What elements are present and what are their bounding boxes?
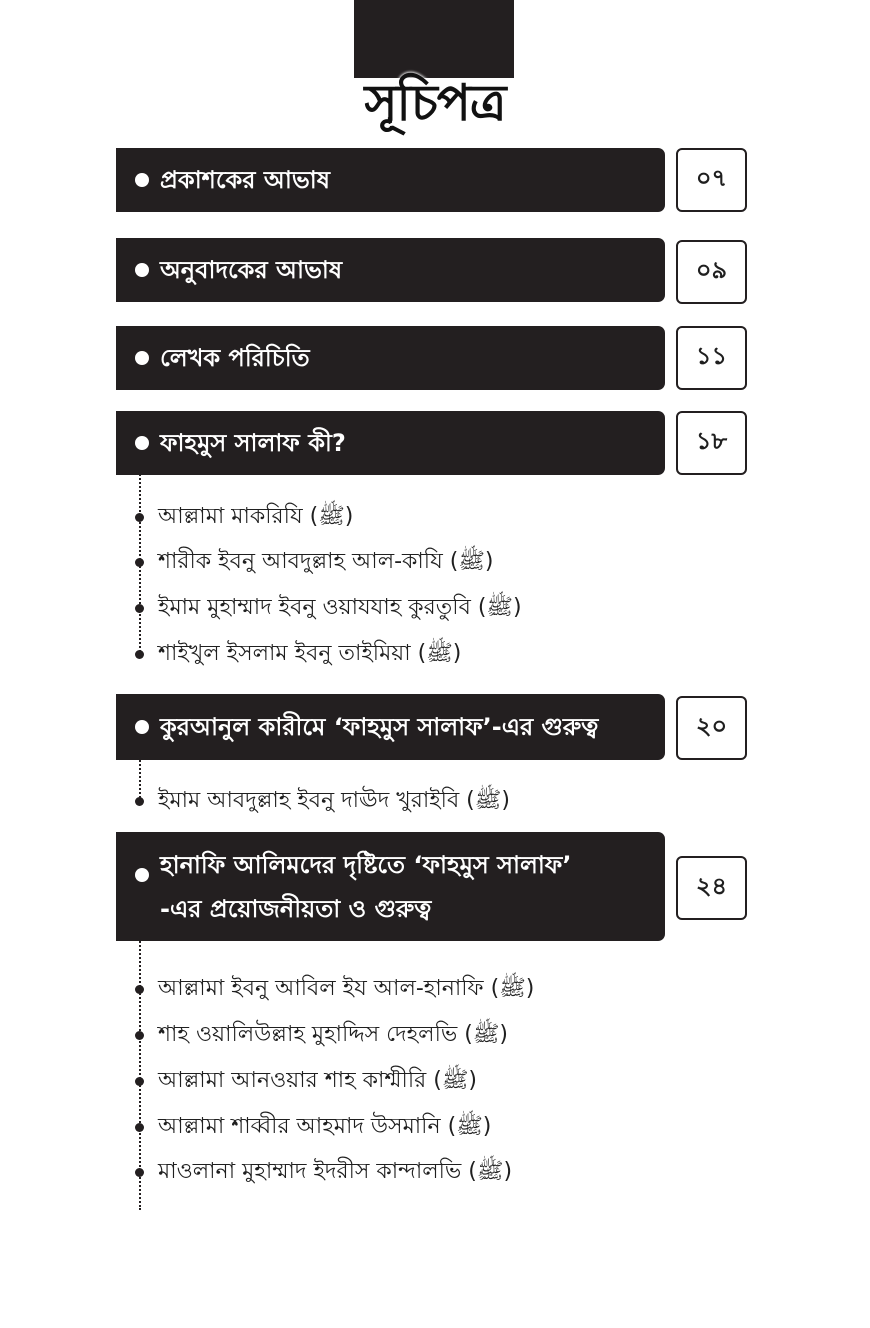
toc-entry-title: লেখক পরিচিতি — [160, 344, 310, 372]
toc-sub-item[interactable]: ইমাম আবদুল্লাহ ইবনু দাঊদ খুরাইবি (ﷺ) — [158, 788, 510, 813]
toc-entry-hanafi-scholars[interactable] — [116, 832, 665, 941]
toc-entry-title-line-1: হানাফি আলিমদের দৃষ্টিতে ‘ফাহমুস সালাফ’ — [160, 850, 572, 879]
bullet-icon — [135, 173, 149, 187]
sub-bullet-icon — [135, 604, 144, 613]
toc-sub-item[interactable]: মাওলানা মুহাম্মাদ ইদরীস কান্দালভি (ﷺ) — [158, 1159, 513, 1184]
toc-sub-item[interactable]: আল্লামা আনওয়ার শাহ কাশ্মীরি (ﷺ) — [158, 1068, 477, 1093]
page-number-box: ০৭ — [676, 148, 747, 212]
toc-sub-item[interactable]: ইমাম মুহাম্মাদ ইবনু ওয়াযযাহ কুরতুবি (ﷺ) — [158, 595, 522, 620]
toc-entry-title-line-2: -এর প্রয়োজনীয়তা ও গুরুত্ব — [160, 894, 432, 923]
dotted-guide-line — [139, 760, 141, 802]
toc-entry-title: ফাহমুস সালাফ কী? — [160, 429, 346, 457]
page-number-box: ২৪ — [676, 856, 747, 920]
sub-bullet-icon — [135, 1168, 144, 1177]
toc-entry-what-is-fahmus-salaf[interactable] — [116, 411, 665, 475]
toc-entry-title: কুরআনুল কারীমে ‘ফাহমুস সালাফ’-এর গুরুত্ব — [160, 713, 599, 741]
bullet-icon — [135, 263, 149, 277]
toc-entry-title: অনুবাদকের আভাষ — [160, 256, 343, 284]
sub-bullet-icon — [135, 1031, 144, 1040]
page-number-box: ১১ — [676, 326, 747, 390]
page-number-box: ২০ — [676, 696, 747, 760]
toc-sub-item[interactable]: শাইখুল ইসলাম ইবনু তাইমিয়া (ﷺ) — [158, 641, 462, 666]
sub-bullet-icon — [135, 797, 144, 806]
toc-sub-item[interactable]: আল্লামা ইবনু আবিল ইয আল-হানাফি (ﷺ) — [158, 976, 535, 1001]
bullet-icon — [135, 436, 149, 450]
sub-bullet-icon — [135, 513, 144, 522]
sub-bullet-icon — [135, 985, 144, 994]
sub-bullet-icon — [135, 650, 144, 659]
page-number-box: ১৮ — [676, 411, 747, 475]
toc-entry-author-intro[interactable] — [116, 326, 665, 390]
toc-sub-item[interactable]: শারীক ইবনু আবদুল্লাহ আল-কাযি (ﷺ) — [158, 549, 494, 574]
toc-entry-quran-importance[interactable] — [116, 694, 665, 760]
toc-entry-publisher-note[interactable] — [116, 148, 665, 212]
toc-entry-translator-note[interactable] — [116, 238, 665, 302]
bullet-icon — [135, 720, 149, 734]
page-title: সূচিপত্র — [364, 74, 506, 132]
sub-bullet-icon — [135, 1123, 144, 1132]
page-number-box: ০৯ — [676, 240, 747, 304]
bullet-icon — [135, 868, 149, 882]
sub-bullet-icon — [135, 558, 144, 567]
sub-bullet-icon — [135, 1077, 144, 1086]
toc-sub-item[interactable]: আল্লামা মাকরিযি (ﷺ) — [158, 504, 354, 529]
toc-entry-title: প্রকাশকের আভাষ — [160, 166, 330, 194]
bullet-icon — [135, 351, 149, 365]
toc-sub-item[interactable]: আল্লামা শাব্বীর আহমাদ উসমানি (ﷺ) — [158, 1114, 492, 1139]
toc-sub-item[interactable]: শাহ ওয়ালিউল্লাহ মুহাদ্দিস দেহলভি (ﷺ) — [158, 1022, 509, 1047]
